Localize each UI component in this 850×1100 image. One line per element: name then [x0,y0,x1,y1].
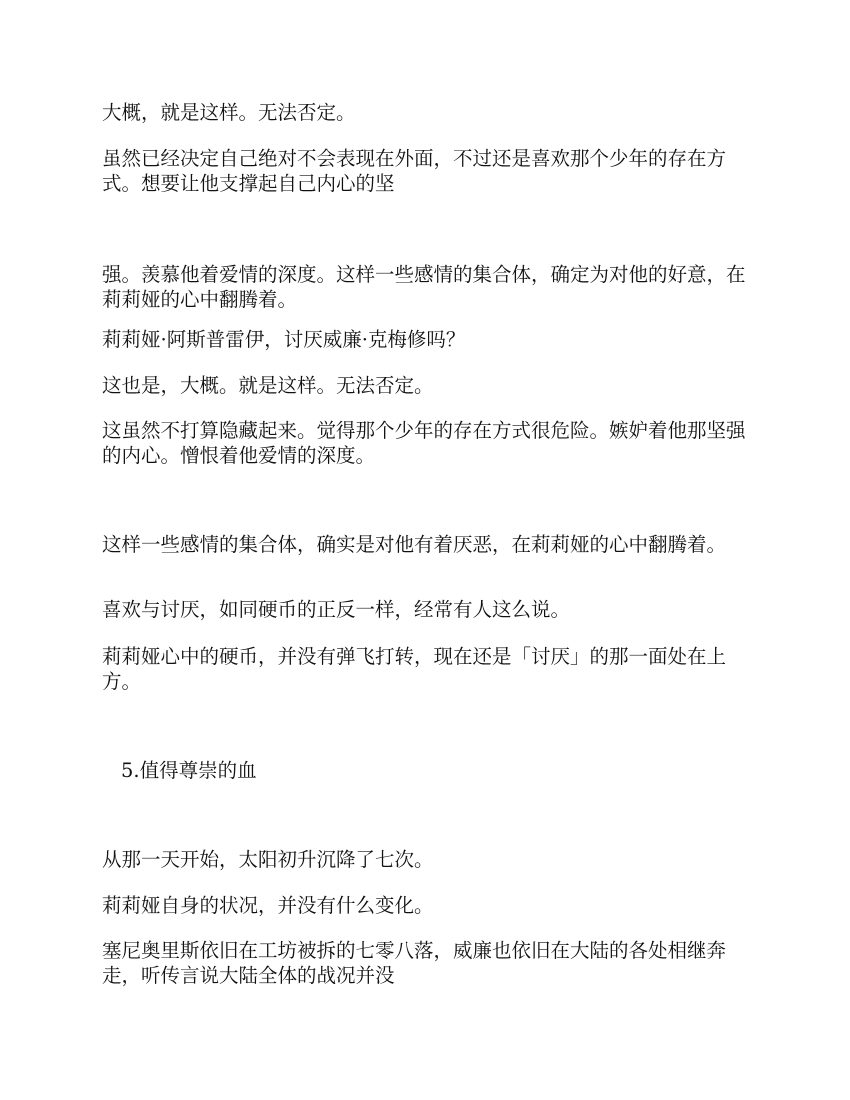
paragraph: 莉莉娅·阿斯普雷伊，讨厌威廉·克梅修吗？ [102,328,466,351]
paragraph: 莉莉娅自身的状况，并没有什么变化。 [102,894,434,917]
paragraph: 大概，就是这样。无法否定。 [102,101,356,124]
paragraph: 这样一些感情的集合体，确实是对他有着厌恶，在莉莉娅的心中翻腾着。 [102,533,727,556]
chapter-heading: 5.值得尊崇的血 [121,759,257,782]
paragraph: 塞尼奥里斯依旧在工坊被拆的七零八落，威廉也依旧在大陆的各处相继奔走，听传言说大陆全体的战况并没 [102,939,727,987]
paragraph: 强。羡慕他着爱情的深度。这样一些感情的集合体，确定为对他的好意，在莉莉娅的心中翻腾着。 [102,263,746,311]
paragraph: 从那一天开始，太阳初升沉降了七次。 [102,848,434,871]
paragraph: 这也是，大概。就是这样。无法否定。 [102,374,434,397]
paragraph: 莉莉娅心中的硬币，并没有弹飞打转，现在还是「讨厌」的那一面处在上方。 [102,645,727,693]
paragraph: 这虽然不打算隐藏起来。觉得那个少年的存在方式很危险。嫉妒着他那坚强的内心。憎恨着他爱情的深度。 [102,419,746,467]
paragraph: 虽然已经决定自己绝对不会表现在外面，不过还是喜欢那个少年的存在方式。想要让他支撑起自己内心的坚 [102,147,727,195]
paragraph: 喜欢与讨厌，如同硬币的正反一样，经常有人这么说。 [102,598,571,621]
